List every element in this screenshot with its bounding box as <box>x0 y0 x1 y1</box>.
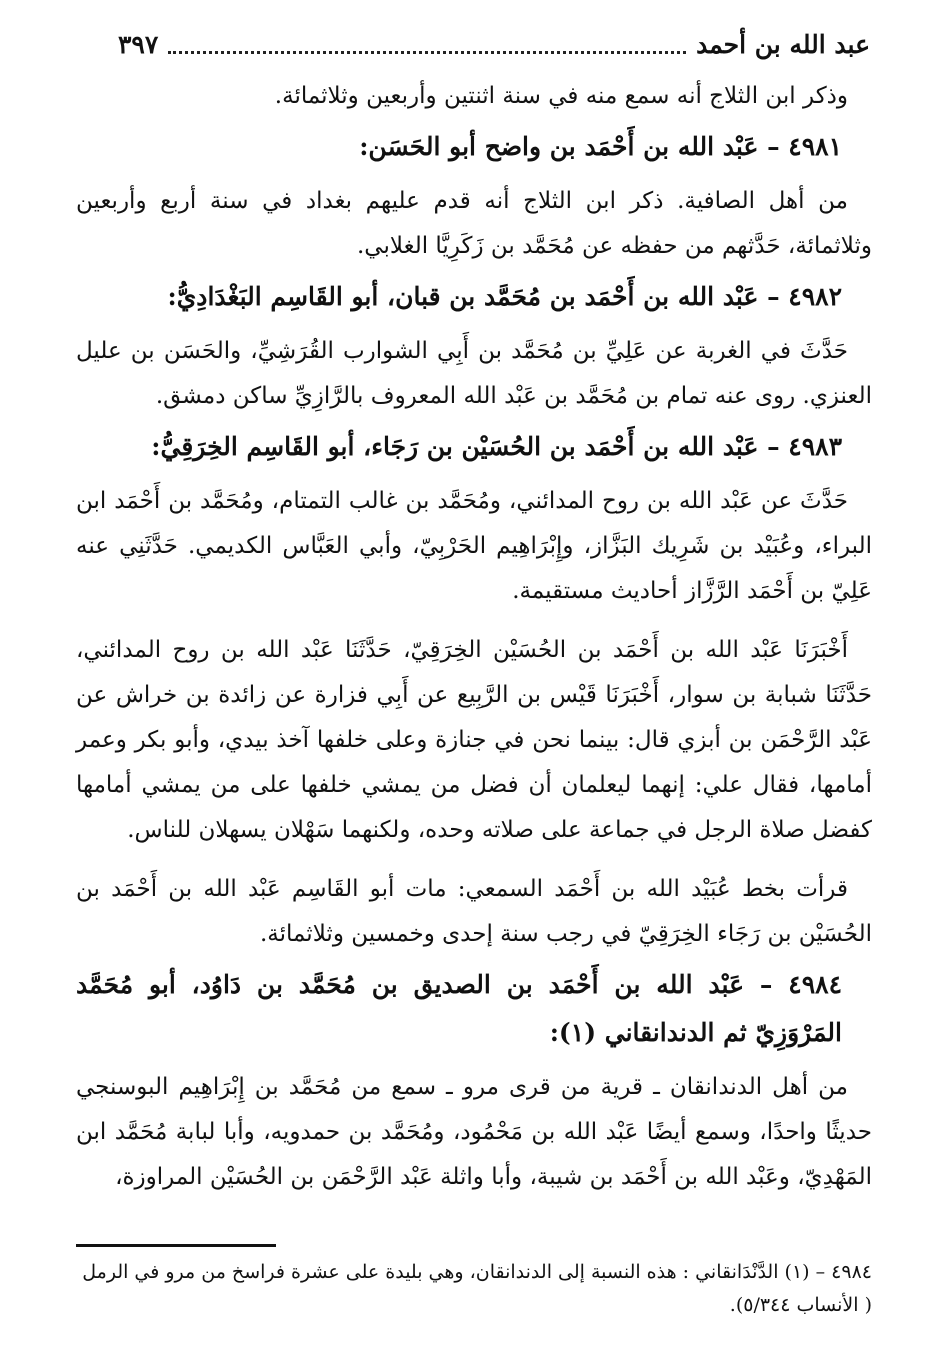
entry-text-4984: من أهل الدندانقان ـ قرية من قرى مرو ـ سمع من مُحَمَّد بن إِبْرَاهِيم البوسنجي حديثًا واحدًا، وسمع أيضًا عَبْد الله بن مَحْمُود، ومُحَمَّد بن حمدويه، وأبا لبابة مُحَمَّد ابن المَهْدِيّ، وعَبْد الله بن أَحْمَد بن شيبة، وأبا واثلة عَبْد الرَّحْمَن بن الحُسَيْن المراوزة، <box>76 1074 872 1190</box>
entry-text-4982: حَدَّثَ في الغربة عن عَلِيِّ بن مُحَمَّد بن أَبِي الشوارب القُرَشِيِّ، والحَسَن بن عليل العنزي. روى عنه تمام بن مُحَمَّد بن عَبْد الله المعروف بالرَّازِيِّ ساكن دمشق. <box>76 338 872 409</box>
running-title: عبد الله بن أحمد <box>696 29 870 59</box>
entry-heading-4983: ٤٩٨٣ – عَبْد الله بن أَحْمَد بن الحُسَيْن بن رَجَاء، أبو القَاسِم الخِرَقِيُّ: <box>151 432 842 461</box>
entry-text-4981: من أهل الصافية. ذكر ابن الثلاج أنه قدم عليهم بغداد في سنة أربع وأربعين وثلاثمائة، حَدَّثهم من حفظه عن مُحَمَّد بن زَكَرِيَّا الغلابي. <box>76 188 872 259</box>
header-leader-dots <box>168 35 686 54</box>
main-text <box>76 74 872 1200</box>
entry-text-4983-b: أَخْبَرَنَا عَبْد الله بن أَحْمَد بن الحُسَيْن الخِرَقِيّ، حَدَّثَنَا عَبْد الله بن روح المدائني، حَدَّثَنَا شبابة بن سوار، أَخْبَرَنَا قَيْس بن الرَّبِيع عن أَبِي فزارة عن زائدة بن خراش عن عَبْد الرَّحْمَن بن أبزي قال: بينما نحن في جنازة وعلى خلفها آخذ بيدي، وأبو بكر وعمر أمامها، فقال علي: إنهما ليعلمان أن فضل من يمشي خلفها على من يمشي أمامها كفضل صلاة الرجل في جماعة على صلاته وحده، ولكنهما سَهْلان يسهلان للناس. <box>76 637 872 843</box>
page-number: ٣٩٧ <box>118 29 159 59</box>
entry-heading-4982: ٤٩٨٢ – عَبْد الله بن أَحْمَد بن مُحَمَّد بن قبان، أبو القَاسِم البَغْدَادِيُّ: <box>167 282 842 311</box>
entry-text-4983-a: حَدَّثَ عن عَبْد الله بن روح المدائني، ومُحَمَّد بن غالب التمتام، ومُحَمَّد بن أَحْمَد ابن البراء، وعُبَيْد بن شَرِيك البَزَّاز، وإِبْرَاهِيم الحَرْبِيّ، وأبي العَبَّاس الكديمي. حَدَّثَنِي عنه عَلِيّ بن أَحْمَد الرَّزَّاز أحاديث مستقيمة. <box>76 488 872 604</box>
footnotes <box>76 1256 872 1322</box>
entry-text-4983-c: قرأت بخط عُبَيْد الله بن أَحْمَد السمعي: مات أبو القَاسِم عَبْد الله بن أَحْمَد بن الحُسَيْن بن رَجَاء الخِرَقِيّ في رجب سنة إحدى وخمسين وثلاثمائة. <box>76 876 872 947</box>
footnote-separator <box>76 1244 276 1247</box>
entry-heading-4984: ٤٩٨٤ – عَبْد الله بن أَحْمَد بن الصديق بن مُحَمَّد بن دَاوُد، أبو مُحَمَّد المَرْوَزِيّ ثم الدندانقاني (١): <box>76 970 842 1047</box>
paragraph-carryover: وذكر ابن الثلاج أنه سمع منه في سنة اثنتين وأربعين وثلاثمائة. <box>274 83 848 109</box>
footnote-line-2: ( الأنساب ٥/٣٤٤). <box>729 1294 872 1316</box>
page-header <box>118 22 870 66</box>
footnote-line-1: ٤٩٨٤ – (١) الدَّنْدَانقاني : هذه النسبة إلى الدندانقان، وهي بليدة على عشرة فراسخ من مرو في الرمل <box>82 1261 872 1283</box>
entry-heading-4981: ٤٩٨١ – عَبْد الله بن أَحْمَد بن واضح أبو الحَسَن: <box>359 132 842 161</box>
